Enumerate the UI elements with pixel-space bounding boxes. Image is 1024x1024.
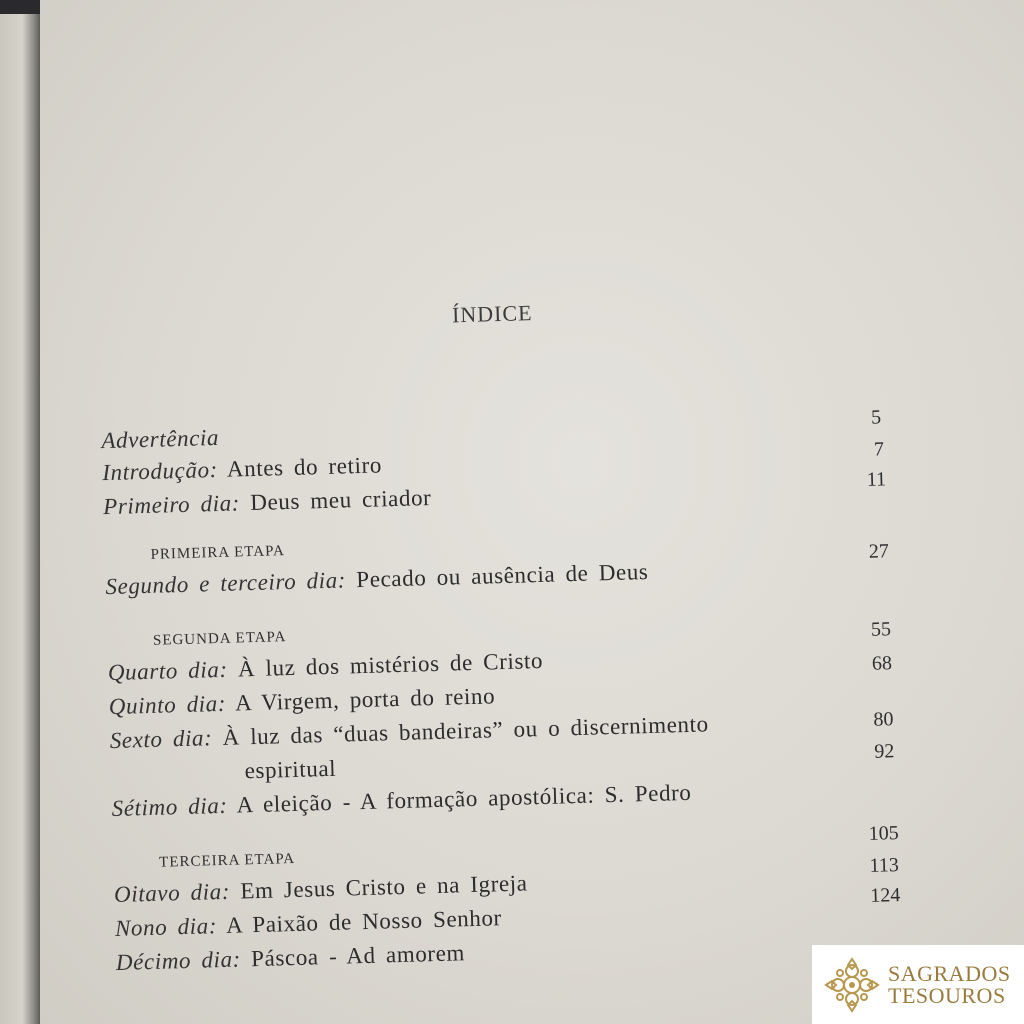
toc-entry <box>109 711 709 754</box>
page-number: 5 <box>870 406 882 429</box>
entry-text: A Paixão de Nosso Senhor <box>225 905 503 938</box>
entry-text: Deus meu criador <box>249 484 432 516</box>
page-number: 113 <box>869 854 900 877</box>
toc-entry <box>114 870 528 908</box>
toc-entry <box>115 905 502 942</box>
entry-label: Nono dia: <box>114 913 218 941</box>
toc-entry <box>108 683 495 720</box>
page-number: 92 <box>874 740 895 763</box>
entry-label: Advertência <box>101 424 220 454</box>
entry-label: Quarto dia: <box>107 656 229 686</box>
page-number: 124 <box>870 884 901 907</box>
page-number: 7 <box>873 438 885 461</box>
toc-entry <box>101 425 219 454</box>
section-heading: SEGUNDA ETAPA <box>152 629 287 649</box>
section-heading: PRIMEIRA ETAPA <box>150 543 286 563</box>
entry-text: A Virgem, porta do reino <box>234 683 496 716</box>
entry-text: Pecado ou ausência de Deus <box>355 558 649 593</box>
entry-label: Oitavo dia: <box>113 878 231 908</box>
page-number: 105 <box>868 822 899 845</box>
toc-entry <box>108 648 544 686</box>
page-content <box>23 0 1024 1024</box>
toc-entry-continuation <box>244 756 336 785</box>
entry-label: Segundo e terceiro dia: <box>105 567 347 600</box>
book-page <box>40 0 1024 1024</box>
page-title: ÍNDICE <box>451 300 533 328</box>
page-number: 68 <box>871 652 893 675</box>
logo-text <box>888 960 1011 1008</box>
toc-entry <box>116 940 466 976</box>
entry-text: Páscoa - Ad amorem <box>250 940 466 972</box>
toc-entry <box>105 559 649 600</box>
entry-text: Em Jesus Cristo e na Igreja <box>240 870 528 904</box>
entry-label: Quinto dia: <box>108 690 227 720</box>
entry-label: Sétimo dia: <box>111 792 228 822</box>
entry-text: À luz das “duas bandeiras” ou o discernimento <box>222 711 709 750</box>
toc-entry <box>111 780 692 822</box>
entry-label: Introdução: <box>101 456 219 486</box>
entry-text: A eleição - A formação apostólica: S. Pedro <box>236 779 692 818</box>
logo-line-1: SAGRADOS <box>888 960 1011 986</box>
ornament-icon <box>822 955 882 1015</box>
entry-text: Antes do retiro <box>226 452 383 482</box>
entry-label: Primeiro dia: <box>102 490 241 520</box>
entry-text: espiritual <box>244 755 337 784</box>
page-number: 80 <box>873 708 894 731</box>
page-number: 27 <box>868 540 890 563</box>
page-number: 55 <box>870 618 892 641</box>
watermark-logo <box>812 945 1024 1024</box>
logo-line-2: TESOUROS <box>888 982 1006 1008</box>
page-number: 11 <box>866 468 887 491</box>
section-heading: TERCEIRA ETAPA <box>158 850 296 871</box>
entry-label: Décimo dia: <box>115 946 242 975</box>
toc-entry <box>102 452 382 486</box>
entry-label: Sexto dia: <box>109 725 213 754</box>
entry-text: À luz dos mistérios de Cristo <box>237 647 544 682</box>
toc-entry <box>103 485 432 520</box>
